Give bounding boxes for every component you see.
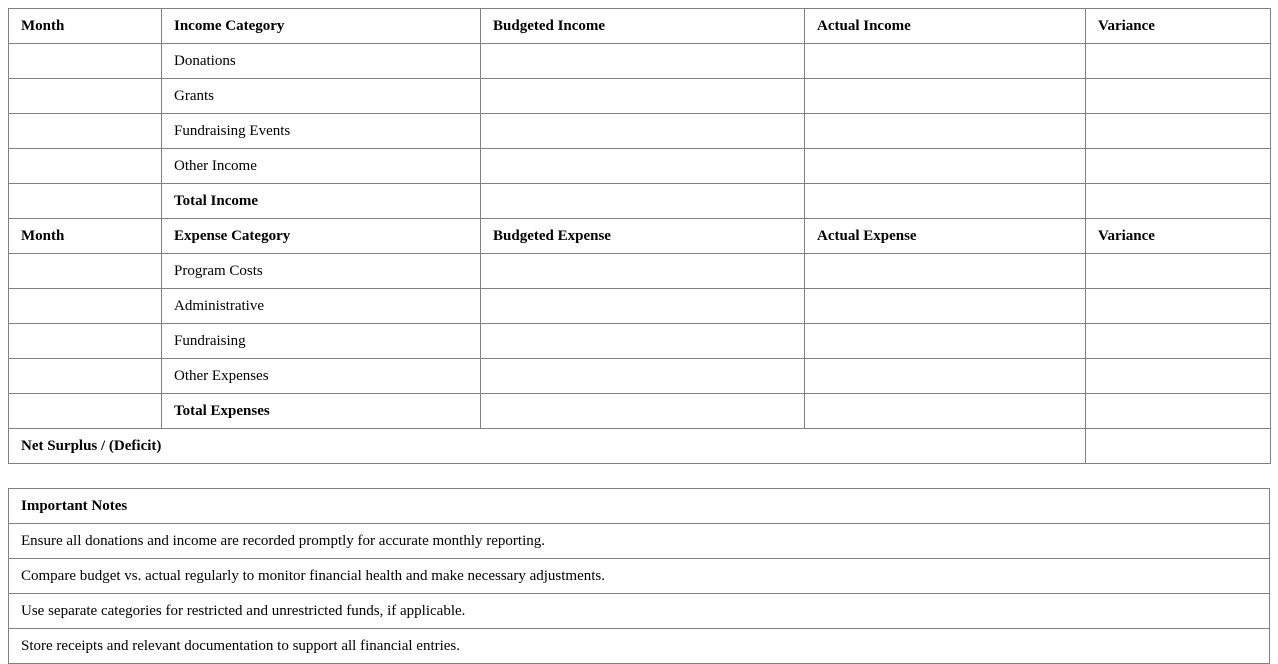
note-text: Compare budget vs. actual regularly to monitor financial health and make necessary adjustments.: [9, 559, 1270, 594]
notes-table: [8, 488, 1270, 664]
income-month-cell[interactable]: [9, 114, 162, 149]
expense-category-cell: Fundraising: [162, 324, 481, 359]
notes-header-row: [9, 489, 1270, 524]
income-month-cell[interactable]: [9, 149, 162, 184]
expense-variance-cell[interactable]: [1086, 359, 1271, 394]
income-actual-cell[interactable]: [805, 114, 1086, 149]
income-actual-cell[interactable]: [805, 149, 1086, 184]
income-month-cell[interactable]: [9, 79, 162, 114]
note-row: [9, 594, 1270, 629]
expense-variance-cell[interactable]: [1086, 289, 1271, 324]
income-total-label: Total Income: [162, 184, 481, 219]
income-month-cell[interactable]: [9, 44, 162, 79]
notes-title: Important Notes: [9, 489, 1270, 524]
income-category-cell: Grants: [162, 79, 481, 114]
expense-total-row: [9, 394, 1271, 429]
income-header-category: Income Category: [162, 9, 481, 44]
income-variance-cell[interactable]: [1086, 114, 1271, 149]
expense-header-budgeted: Budgeted Expense: [481, 219, 805, 254]
expense-header-variance: Variance: [1086, 219, 1271, 254]
net-surplus-value-cell[interactable]: [1086, 429, 1271, 464]
note-text: Use separate categories for restricted and unrestricted funds, if applicable.: [9, 594, 1270, 629]
expense-total-month-cell[interactable]: [9, 394, 162, 429]
note-text: Store receipts and relevant documentation to support all financial entries.: [9, 629, 1270, 664]
note-row: [9, 559, 1270, 594]
expense-month-cell[interactable]: [9, 289, 162, 324]
expense-actual-cell[interactable]: [805, 324, 1086, 359]
expense-category-cell: Other Expenses: [162, 359, 481, 394]
income-total-budgeted-cell[interactable]: [481, 184, 805, 219]
expense-row-other-expenses: [9, 359, 1271, 394]
net-surplus-row: [9, 429, 1271, 464]
expense-month-cell[interactable]: [9, 324, 162, 359]
expense-month-cell[interactable]: [9, 254, 162, 289]
expense-budgeted-cell[interactable]: [481, 324, 805, 359]
note-text: Ensure all donations and income are recorded promptly for accurate monthly reporting.: [9, 524, 1270, 559]
expense-row-program-costs: [9, 254, 1271, 289]
income-category-cell: Other Income: [162, 149, 481, 184]
income-header-budgeted: Budgeted Income: [481, 9, 805, 44]
expense-budgeted-cell[interactable]: [481, 289, 805, 324]
expense-actual-cell[interactable]: [805, 359, 1086, 394]
expense-budgeted-cell[interactable]: [481, 254, 805, 289]
income-budgeted-cell[interactable]: [481, 114, 805, 149]
expense-total-budgeted-cell[interactable]: [481, 394, 805, 429]
expense-category-cell: Program Costs: [162, 254, 481, 289]
income-category-cell: Fundraising Events: [162, 114, 481, 149]
expense-header-category: Expense Category: [162, 219, 481, 254]
income-budgeted-cell[interactable]: [481, 149, 805, 184]
expense-variance-cell[interactable]: [1086, 324, 1271, 359]
income-budgeted-cell[interactable]: [481, 44, 805, 79]
expense-budgeted-cell[interactable]: [481, 359, 805, 394]
income-row-fundraising-events: [9, 114, 1271, 149]
income-row-other-income: [9, 149, 1271, 184]
income-row-grants: [9, 79, 1271, 114]
expense-actual-cell[interactable]: [805, 254, 1086, 289]
expense-actual-cell[interactable]: [805, 289, 1086, 324]
income-actual-cell[interactable]: [805, 44, 1086, 79]
expense-row-administrative: [9, 289, 1271, 324]
income-total-row: [9, 184, 1271, 219]
income-total-month-cell[interactable]: [9, 184, 162, 219]
expense-total-variance-cell[interactable]: [1086, 394, 1271, 429]
income-budgeted-cell[interactable]: [481, 79, 805, 114]
expense-row-fundraising: [9, 324, 1271, 359]
income-variance-cell[interactable]: [1086, 79, 1271, 114]
note-row: [9, 524, 1270, 559]
income-variance-cell[interactable]: [1086, 44, 1271, 79]
note-row: [9, 629, 1270, 664]
expense-variance-cell[interactable]: [1086, 254, 1271, 289]
expense-header-actual: Actual Expense: [805, 219, 1086, 254]
income-total-actual-cell[interactable]: [805, 184, 1086, 219]
budget-table: [8, 8, 1271, 464]
income-header-row: [9, 9, 1271, 44]
income-header-actual: Actual Income: [805, 9, 1086, 44]
net-surplus-label: Net Surplus / (Deficit): [9, 429, 1086, 464]
income-actual-cell[interactable]: [805, 79, 1086, 114]
expense-month-cell[interactable]: [9, 359, 162, 394]
expense-category-cell: Administrative: [162, 289, 481, 324]
income-row-donations: [9, 44, 1271, 79]
income-header-variance: Variance: [1086, 9, 1271, 44]
income-variance-cell[interactable]: [1086, 149, 1271, 184]
expense-total-actual-cell[interactable]: [805, 394, 1086, 429]
income-total-variance-cell[interactable]: [1086, 184, 1271, 219]
income-category-cell: Donations: [162, 44, 481, 79]
expense-header-row: [9, 219, 1271, 254]
income-header-month: Month: [9, 9, 162, 44]
expense-header-month: Month: [9, 219, 162, 254]
expense-total-label: Total Expenses: [162, 394, 481, 429]
